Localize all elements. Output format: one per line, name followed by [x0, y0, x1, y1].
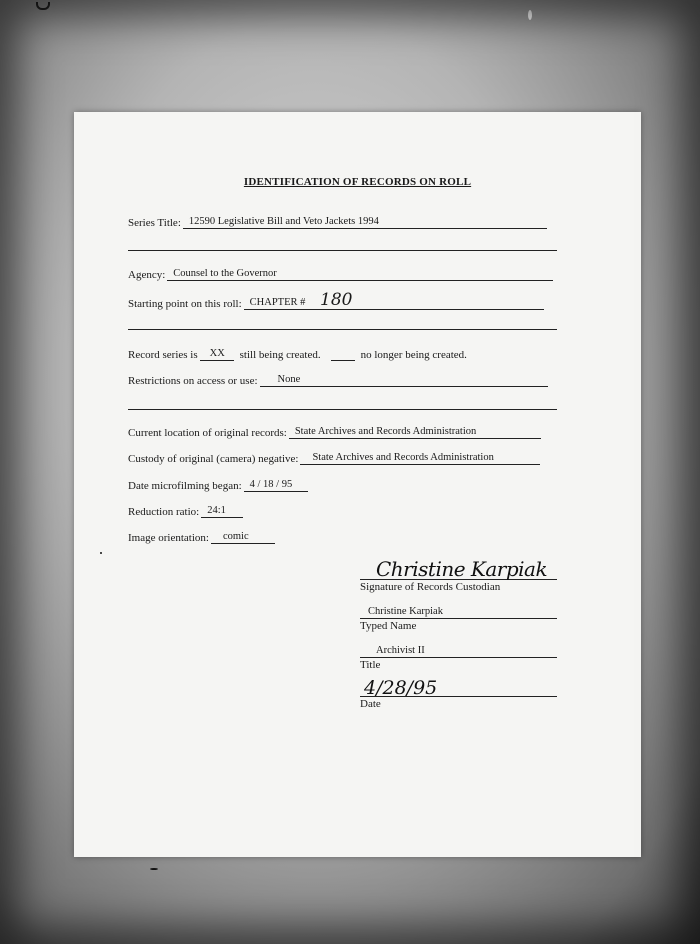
- agency-value: Counsel to the Governor: [167, 268, 553, 281]
- film-speck: [150, 868, 158, 870]
- reduction-ratio-row: [128, 505, 243, 518]
- restrictions-row: [128, 374, 548, 387]
- starting-point-continuation-line: [128, 329, 557, 330]
- film-speck: [528, 10, 532, 20]
- agency-label: Agency:: [128, 269, 166, 281]
- form-heading: IDENTIFICATION OF RECORDS ON ROLL: [243, 176, 472, 188]
- reduction-ratio-value: 24:1: [201, 505, 243, 518]
- series-title-row: [128, 216, 547, 229]
- typed-name-caption: Typed Name: [360, 620, 417, 632]
- signature-line: [360, 557, 557, 581]
- restrictions-value: None: [260, 374, 548, 387]
- date-began-value: 4 / 18 / 95: [244, 479, 308, 492]
- custody-value: State Archives and Records Administration: [300, 452, 540, 465]
- date-began-label: Date microfilming began:: [128, 480, 242, 492]
- title-caption: Title: [360, 659, 381, 671]
- date-line: [360, 677, 557, 699]
- film-speck: [36, 2, 50, 10]
- custodian-signature: Christine Karpiak: [376, 557, 548, 581]
- date-handwritten: 4/28/95: [364, 677, 438, 699]
- date-began-row: [128, 479, 308, 492]
- typed-name-value: Christine Karpiak: [368, 606, 443, 617]
- date-caption: Date: [360, 698, 381, 710]
- being-created-text: still being created.: [239, 349, 321, 361]
- signature-caption: Signature of Records Custodian: [360, 581, 501, 593]
- chapter-number-handwritten: 180: [320, 290, 353, 310]
- title-value: Archivist II: [376, 645, 425, 656]
- date-block: [360, 677, 557, 710]
- no-longer-text: no longer being created.: [360, 349, 467, 361]
- no-longer-mark: [331, 360, 355, 361]
- chapter-label: CHAPTER #: [249, 297, 306, 308]
- restrictions-continuation-line: [128, 409, 557, 410]
- current-location-value: State Archives and Records Administration: [289, 426, 541, 439]
- agency-row: [128, 268, 553, 281]
- typed-name-block: [360, 604, 557, 632]
- record-series-label: Record series is: [128, 349, 198, 361]
- title-line: [360, 643, 557, 658]
- image-orientation-value: comic: [211, 531, 275, 544]
- series-title-label: Series Title:: [128, 217, 181, 229]
- typed-name-line: [360, 604, 557, 619]
- film-speck: [100, 552, 102, 554]
- image-orientation-row: [128, 531, 275, 544]
- current-location-label: Current location of original records:: [128, 427, 287, 439]
- current-location-row: [128, 426, 541, 439]
- starting-point-value: [244, 292, 544, 310]
- record-series-row: [128, 348, 467, 361]
- title-block: [360, 643, 557, 671]
- series-title-value: 12590 Legislative Bill and Veto Jackets 1994: [183, 216, 547, 229]
- records-form: [74, 112, 641, 857]
- restrictions-label: Restrictions on access or use:: [128, 375, 258, 387]
- being-created-mark: XX: [200, 348, 234, 361]
- starting-point-label: Starting point on this roll:: [128, 298, 242, 310]
- starting-point-row: [128, 292, 544, 310]
- custody-label: Custody of original (camera) negative:: [128, 453, 299, 465]
- custody-row: [128, 452, 540, 465]
- reduction-ratio-label: Reduction ratio:: [128, 506, 200, 518]
- signature-block: [360, 557, 557, 593]
- image-orientation-label: Image orientation:: [128, 532, 209, 544]
- series-title-continuation-line: [128, 250, 557, 251]
